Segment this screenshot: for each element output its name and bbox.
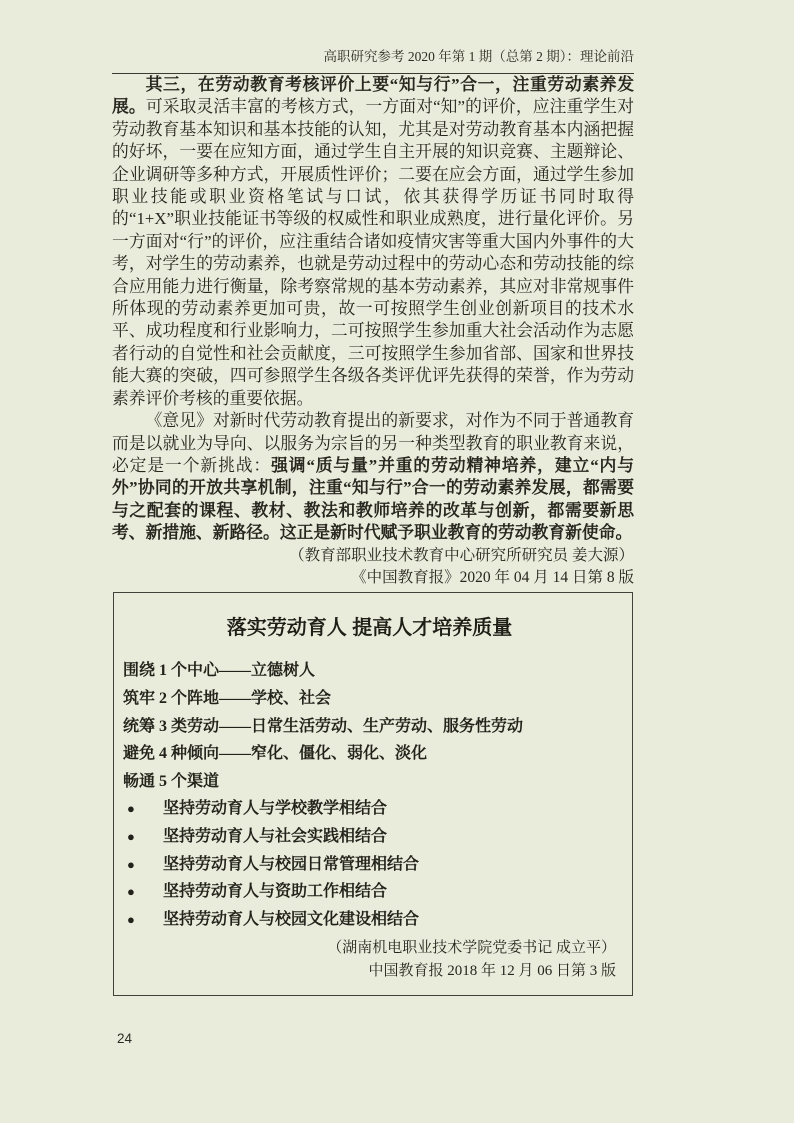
summary-item-4: 避免 4 种倾向——窄化、僵化、弱化、淡化 xyxy=(123,745,428,763)
article-source-attribution: 《中国教育报》2020 年 04 月 14 日第 8 版 xyxy=(351,568,634,586)
bullet-item-4 xyxy=(123,878,616,906)
bullet-icon: ● xyxy=(127,884,135,900)
bullet-label: 坚持劳动育人与资助工作相结合 xyxy=(163,883,388,901)
summary-item-5: 畅通 5 个渠道 xyxy=(123,772,220,790)
summary-item-2: 筑牢 2 个阵地——学校、社会 xyxy=(123,689,332,707)
paragraph-regular-text: 《意见》对新时代劳动教育提出的新要求，对作为不同于普通教育而是以就业为导向、以服务为宗旨的另一种类型教育的职业教育来说，必定是一个新挑战： xyxy=(112,411,634,475)
running-header: 高职研究参考 2020 年第 1 期（总第 2 期）：理论前沿 xyxy=(112,48,634,74)
page-content xyxy=(112,48,634,996)
paragraph-bold-text: 强调“质与量”并重的劳动精神培养，建立“内与外”协同的开放共享机制，注重“知与行”合一的劳动素养发展，都需要与之配套的课程、教材、教法和教师培养的改革与创新，都需要新思考、新措施、新路径。这正是新时代赋予职业教育的劳动教育新使命。 xyxy=(112,455,634,543)
bullet-label: 坚持劳动育人与社会实践相结合 xyxy=(163,827,388,845)
bullet-item-2 xyxy=(123,823,616,851)
bullet-icon: ● xyxy=(127,801,135,817)
paragraph-lead-bold: 其三，在劳动教育考核评价上要“知与行”合一，注重劳动素养发展。 xyxy=(112,75,634,117)
paragraph-body-text: 可采取灵活丰富的考核方式，一方面对“知”的评价，应注重学生对劳动教育基本知识和基本技能的认知，尤其是对劳动教育基本内涵把握的好坏，一要在应知方面，通过学生自主开展的知识竞赛、主题辩论、企业调研等多种方式，开展质性评价；二要在应会方面，通过学生参加职业技能或职业资格笔试与口试，依其获得学历证书同时取得的“1+X”职业技能证书等级的权威性和职业成熟度，进行量化评价。另一方面对“行”的评价，应注重结合诸如疫情灾害等重大国内外事件的大考，对学生的劳动素养，也就是劳动过程中的劳动心态和劳动技能的综合应用能力进行衡量，除考察常规的基本劳动素养，其应对非常规事件所体现的劳动素养更加可贵，故一可按照学生创业创新项目的技术水平、成功程度和行业影响力，二可按照学生参加重大社会活动作为志愿者行动的自觉性和社会贡献度，三可按照学生参加省部、国家和世界技能大赛的突破，四可参照学生各级各类评优评先获得的荣誉，作为劳动素养评价考核的重要依据。 xyxy=(112,97,634,408)
page-number: 24 xyxy=(117,1031,133,1046)
box-source-attribution: 中国教育报 2018 年 12 月 06 日第 3 版 xyxy=(368,963,616,980)
bullet-label: 坚持劳动育人与学校教学相结合 xyxy=(163,800,388,818)
box-author-attribution: （湖南机电职业技术学院党委书记 成立平） xyxy=(327,940,616,957)
summary-box-title: 落实劳动育人 提高人才培养质量 xyxy=(226,617,513,640)
article-author-attribution: （教育部职业技术教育中心研究所研究员 姜大源） xyxy=(289,546,634,564)
summary-box xyxy=(113,592,633,996)
summary-item-1: 围绕 1 个中心——立德树人 xyxy=(123,662,316,680)
bullet-icon: ● xyxy=(127,911,135,927)
bullet-item-5 xyxy=(123,906,616,934)
summary-item-3: 统筹 3 类劳动——日常生活劳动、生产劳动、服务性劳动 xyxy=(123,717,524,735)
paragraph-evaluation xyxy=(112,74,634,410)
bullet-icon: ● xyxy=(127,856,135,872)
bullet-icon: ● xyxy=(127,828,135,844)
bullet-item-3 xyxy=(123,851,616,879)
bullet-label: 坚持劳动育人与校园日常管理相结合 xyxy=(163,855,420,873)
bullet-label: 坚持劳动育人与校园文化建设相结合 xyxy=(163,910,420,928)
bullet-item-1 xyxy=(123,795,616,823)
paragraph-conclusion xyxy=(112,410,634,544)
